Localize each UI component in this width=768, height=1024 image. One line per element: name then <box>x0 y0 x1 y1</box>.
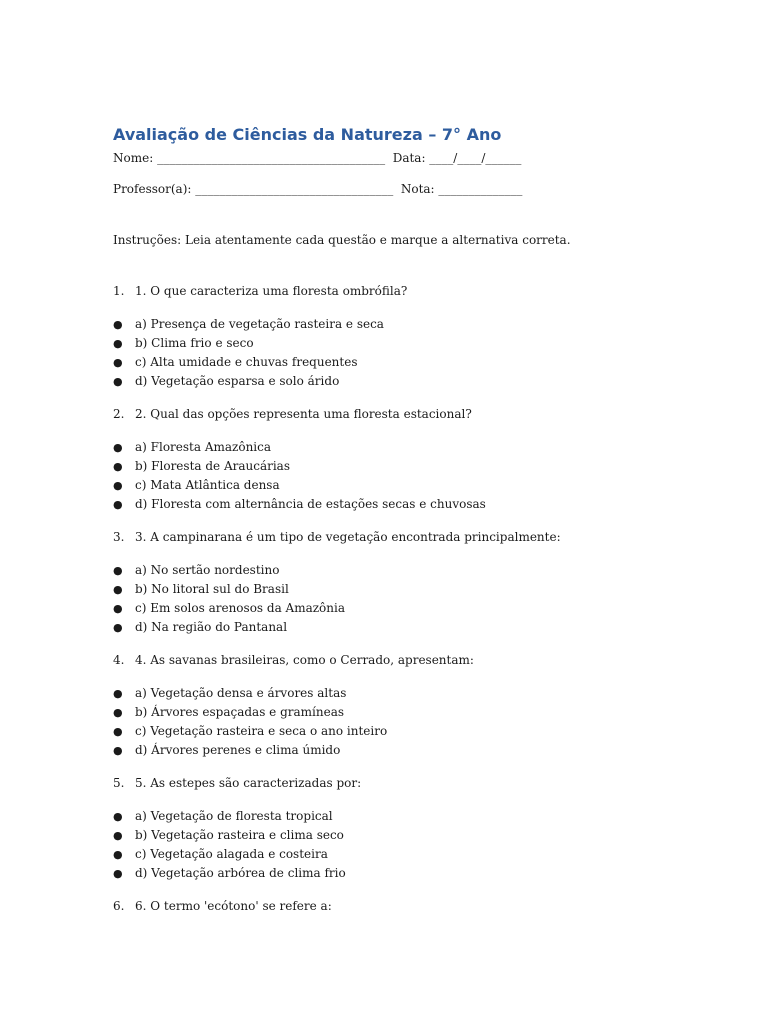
option-text: c) Em solos arenosos da Amazônia <box>135 601 346 615</box>
option-item <box>113 864 713 883</box>
bullet-icon: ● <box>113 498 123 511</box>
option-item <box>113 807 713 826</box>
option-text: c) Alta umidade e chuvas frequentes <box>135 355 358 369</box>
bullet-icon: ● <box>113 725 123 738</box>
bullet-icon: ● <box>113 375 123 388</box>
option-text: d) Floresta com alternância de estações secas e chuvosas <box>135 497 486 511</box>
option-text: b) Árvores espaçadas e gramíneas <box>135 705 345 719</box>
option-text: c) Vegetação rasteira e seca o ano inteiro <box>135 724 388 738</box>
option-text: a) Vegetação de floresta tropical <box>135 809 333 823</box>
question-text: 6. O termo 'ecótono' se refere a: <box>135 899 332 913</box>
option-text: a) Floresta Amazônica <box>135 440 272 454</box>
question-5 <box>113 775 713 883</box>
question-number: 1. <box>113 284 125 298</box>
bullet-icon: ● <box>113 356 123 369</box>
option-item <box>113 561 713 580</box>
option-item <box>113 826 713 845</box>
option-item <box>113 580 713 599</box>
option-text: b) Clima frio e seco <box>135 336 254 350</box>
option-text: a) Presença de vegetação rasteira e seca <box>135 317 384 331</box>
option-item <box>113 476 713 495</box>
option-list <box>113 315 713 391</box>
option-list <box>113 684 713 760</box>
option-text: d) Na região do Pantanal <box>135 620 288 634</box>
option-item <box>113 722 713 741</box>
document-page <box>113 124 713 930</box>
bullet-icon: ● <box>113 337 123 350</box>
question-number: 4. <box>113 653 125 667</box>
option-item <box>113 741 713 760</box>
question-stem <box>113 898 713 915</box>
bullet-icon: ● <box>113 687 123 700</box>
bullet-icon: ● <box>113 621 123 634</box>
question-4 <box>113 652 713 760</box>
bullet-icon: ● <box>113 460 123 473</box>
bullet-icon: ● <box>113 867 123 880</box>
question-stem <box>113 283 713 300</box>
option-text: a) Vegetação densa e árvores altas <box>135 686 347 700</box>
question-1 <box>113 283 713 391</box>
bullet-icon: ● <box>113 744 123 757</box>
question-number: 5. <box>113 776 125 790</box>
question-stem <box>113 406 713 423</box>
option-item <box>113 618 713 637</box>
page-title: Avaliação de Ciências da Natureza – 7° Ano <box>113 125 502 144</box>
question-text: 4. As savanas brasileiras, como o Cerrado, apresentam: <box>135 653 474 667</box>
option-item <box>113 845 713 864</box>
question-number: 3. <box>113 530 125 544</box>
option-item <box>113 334 713 353</box>
question-3 <box>113 529 713 637</box>
question-text: 5. As estepes são caracterizadas por: <box>135 776 362 790</box>
option-list <box>113 807 713 883</box>
bullet-icon: ● <box>113 564 123 577</box>
question-text: 3. A campinarana é um tipo de vegetação encontrada principalmente: <box>135 530 561 544</box>
bullet-icon: ● <box>113 583 123 596</box>
option-text: c) Vegetação alagada e costeira <box>135 847 328 861</box>
option-text: a) No sertão nordestino <box>135 563 280 577</box>
option-item <box>113 684 713 703</box>
question-stem <box>113 529 713 546</box>
option-text: b) Vegetação rasteira e clima seco <box>135 828 344 842</box>
option-item <box>113 353 713 372</box>
option-list <box>113 438 713 514</box>
option-text: b) Floresta de Araucárias <box>135 459 290 473</box>
option-item <box>113 703 713 722</box>
option-text: d) Vegetação arbórea de clima frio <box>135 866 346 880</box>
question-2 <box>113 406 713 514</box>
option-item <box>113 438 713 457</box>
bullet-icon: ● <box>113 318 123 331</box>
option-item <box>113 457 713 476</box>
bullet-icon: ● <box>113 706 123 719</box>
bullet-icon: ● <box>113 829 123 842</box>
option-item <box>113 599 713 618</box>
option-list <box>113 561 713 637</box>
option-item <box>113 372 713 391</box>
option-text: d) Vegetação esparsa e solo árido <box>135 374 340 388</box>
question-text: 1. O que caracteriza uma floresta ombrófila? <box>135 284 408 298</box>
option-text: d) Árvores perenes e clima úmido <box>135 743 341 757</box>
bullet-icon: ● <box>113 602 123 615</box>
question-stem <box>113 652 713 669</box>
question-number: 2. <box>113 407 125 421</box>
instructions-text: Instruções: Leia atentamente cada questão e marque a alternativa correta. <box>113 233 571 247</box>
question-number: 6. <box>113 899 125 913</box>
name-date-line: Nome: ______________________________________ Data: ____/____/______ <box>113 151 522 165</box>
option-text: b) No litoral sul do Brasil <box>135 582 289 596</box>
question-stem <box>113 775 713 792</box>
bullet-icon: ● <box>113 810 123 823</box>
professor-grade-line: Professor(a): _________________________________ Nota: ______________ <box>113 182 523 196</box>
bullet-icon: ● <box>113 441 123 454</box>
option-item <box>113 315 713 334</box>
question-list <box>113 283 713 915</box>
option-text: c) Mata Atlântica densa <box>135 478 280 492</box>
bullet-icon: ● <box>113 848 123 861</box>
bullet-icon: ● <box>113 479 123 492</box>
option-item <box>113 495 713 514</box>
question-6 <box>113 898 713 915</box>
question-text: 2. Qual das opções representa uma floresta estacional? <box>135 407 472 421</box>
